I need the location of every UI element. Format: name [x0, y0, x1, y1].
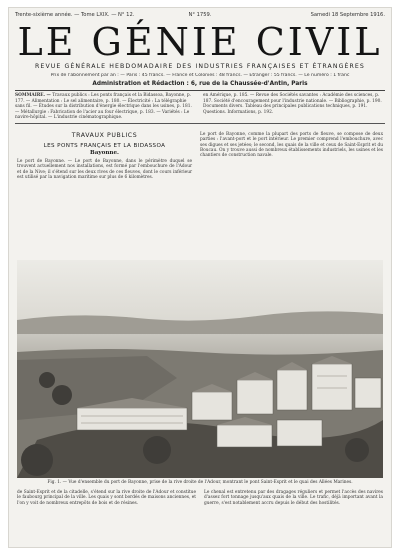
table-of-contents: [9, 91, 391, 121]
issue-number: N° 1759.: [188, 12, 212, 18]
figure-caption: Fig. 1. — Vue d'ensemble du port de Bayonne, prise de la rive droite de l'Adour, montrant le pont Saint-Esprit et le quai des Allées Marines.: [47, 480, 353, 485]
issue-date: Samedi 18 Septembre 1916.: [310, 12, 385, 18]
article-title: LES PONTS FRANÇAIS ET LA BIDASSOA: [43, 142, 166, 149]
article-body: [9, 124, 391, 180]
text-column: Le chenal est entretenu par des dragages réguliers et permet l'accès des navires d'assez fort tonnage jusqu'aux quais de la ville. Le trafic, déjà important avant la guerre, s'est notablement accru depuis le début des hostilités.: [204, 490, 383, 506]
administration-address: Administration et Rédaction : 6, rue de la Chaussée-d'Antin, Paris: [15, 81, 385, 91]
masthead-subtitle: REVUE GÉNÉRALE HEBDOMADAIRE DES INDUSTRIES FRANÇAISES ET ÉTRANGÈRES: [35, 63, 365, 70]
article-place: Bayonne.: [90, 149, 119, 156]
text-column: de Saint-Esprit et de la citadelle, s'étend sur la rive droite de l'Adour et constitue le faubourg principal de la ville. Les quais y sont bordés de maisons anciennes, et l'on y voit de nombreux entrepôts de bois et de résines.: [17, 490, 196, 506]
harbor-photo-illustration: [17, 260, 383, 478]
section-heading: TRAVAUX PUBLICS: [71, 131, 138, 139]
article-paragraph: Le port de Bayonne. — Le port de Bayonne, dans le périmètre duquel se trouvent actuellement nos installations, est formé par l'embouchure de l'Adour et de la Nive; il s'étend sur les deux rives de ces fleuves, dont le cours inférieur est utilisé par la navigation maritime sur plus de 6 kilomètres.: [17, 158, 193, 180]
sommaire-left-text: Travaux publics : Les ponts français et la Bidassoa, Bayonne, p. 177. — Alimentation : Le sel alimentaire, p. 180. — Électricité : La télégraphie sans fil. — Études sur la distribution d'énergie électrique dans les usines, p. 181. — Métallurgie : Fabrication de l'acier au four électrique, p. 183. — Variétés : Le navire-hôpital. — L'industrie cinématographique.: [15, 93, 192, 121]
harbor-photograph: [17, 260, 383, 478]
subscription-prices: Prix de l'abonnement par an : — Paris : 45 francs. — France et Colonies : 48 francs. — Étranger : 55 francs. — Le numéro : 1 franc: [50, 73, 350, 78]
sommaire-label: SOMMAIRE. —: [15, 93, 51, 98]
newspaper-page: [9, 8, 391, 547]
continued-text: [17, 490, 383, 506]
article-paragraph: Le port de Bayonne, comme la plupart des ports de fleuve, se compose de deux parties : l'avant-port et le port intérieur. Le premier comprend l'embouchure, avec ses digues et ses jetées; le second, les quais de la ville et ceux de Saint-Esprit et du Boucau. On y trouve aussi de nombreux établissements industriels, les usines et les chantiers de construction navale.: [200, 131, 383, 159]
masthead-title: LE GÉNIE CIVIL: [17, 20, 383, 64]
sommaire-right-text: en Amérique, p. 185. — Revue des Sociétés savantes : Académie des sciences, p. 187. Société d'encouragement pour l'industrie nationale. — Bibliographie, p. 190. Documents divers. Tableau des principales publications techniques, p. 191. Questions. Informations, p. 192.: [203, 93, 382, 115]
issue-volume: Trente-sixième année. — Tome LXIX. — N° 12.: [15, 12, 135, 18]
